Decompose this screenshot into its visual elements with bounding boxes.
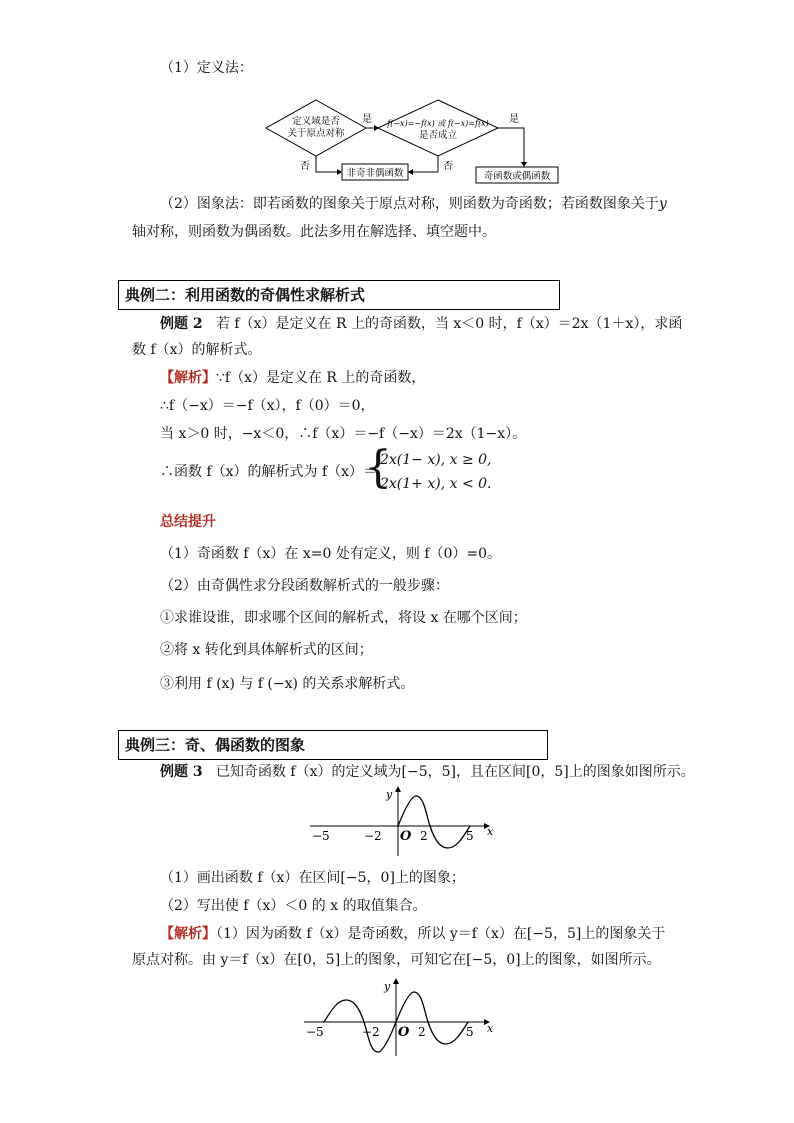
example3-label: 例题 3 bbox=[160, 764, 203, 780]
method2-line2: 轴对称，则函数为偶函数。此法多用在解选择、填空题中。 bbox=[132, 224, 496, 240]
solution3-line1-text: （1）因为函数 f（x）是奇函数，所以 y＝f（x）在[−5，5]上的图象关于 bbox=[216, 926, 666, 942]
flow-result-odd-even-text: 奇函数或偶函数 bbox=[483, 171, 551, 182]
graph1-tick-5: 5 bbox=[466, 829, 474, 843]
graph1-x-label: x bbox=[487, 825, 494, 838]
piecewise-case-2: 2x(1+ x), x < 0. bbox=[380, 476, 492, 492]
solution2-line4: ∴函数 f（x）的解析式为 f（x）＝ bbox=[160, 464, 378, 480]
graph2-origin: O bbox=[398, 1025, 410, 1040]
graph2-tick-5: 5 bbox=[466, 1025, 474, 1039]
example3-line bbox=[160, 762, 695, 782]
flow-node-condition-line1: f(−x)=−f(x) 或 f(−x)=f(x) bbox=[387, 119, 489, 128]
solution3-line2: 原点对称。由 y＝f（x）在[0，5]上的图象，可知它在[−5，0]上的图象，如图所示。 bbox=[132, 952, 661, 968]
solution2-tag: 【解析】 bbox=[160, 370, 216, 386]
example2-line1 bbox=[160, 314, 682, 334]
flow-node-domain-line1: 定义域是否 bbox=[292, 116, 340, 127]
graph1-origin: O bbox=[400, 829, 412, 844]
method2-y: y bbox=[658, 196, 667, 212]
graph2-curve-left bbox=[324, 1000, 396, 1052]
flow-node-condition bbox=[378, 100, 498, 156]
solution3-line1 bbox=[160, 924, 665, 944]
graph2-tick-neg5: −5 bbox=[306, 1025, 324, 1039]
parity-flowchart bbox=[262, 96, 574, 186]
solution2-line3: 当 x＞0 时，−x＜0，∴f（x）＝−f（−x）＝2x（1−x）。 bbox=[160, 426, 527, 442]
graph2-tick-neg2: −2 bbox=[362, 1025, 380, 1039]
graph2-x-label: x bbox=[487, 1022, 494, 1035]
graph1-tick-2: 2 bbox=[420, 829, 428, 843]
graph1-y-label: y bbox=[386, 788, 393, 801]
solution2-line1-text: ∵f（x）是定义在 R 上的奇函数， bbox=[216, 370, 426, 386]
flow-no-label-1: 否 bbox=[300, 161, 310, 172]
graph1-tick-neg2: −2 bbox=[364, 829, 382, 843]
question-2: （2）写出使 f（x）＜0 的 x 的取值集合。 bbox=[160, 898, 427, 914]
summary-title: 总结提升 bbox=[160, 514, 216, 530]
example2-text: 若 f（x）是定义在 R 上的奇函数，当 x＜0 时，f（x）＝2x（1＋x），求函 bbox=[215, 316, 683, 332]
summary-step-1: ①求谁设谁，即求哪个区间的解析式，将设 x 在哪个区间； bbox=[160, 610, 527, 626]
flow-node-domain-line2: 关于原点对称 bbox=[287, 128, 345, 139]
flow-result-neither-text: 非奇非偶函数 bbox=[346, 168, 404, 179]
flow-node-condition-line2: 是否成立 bbox=[418, 130, 458, 141]
example2-label: 例题 2 bbox=[160, 316, 203, 332]
piecewise-case-1: 2x(1− x), x ≥ 0, bbox=[380, 452, 492, 468]
solution3-tag: 【解析】 bbox=[160, 926, 216, 942]
method1-heading: （1）定义法： bbox=[160, 60, 253, 76]
method2-line1-text: （2）图象法：即若函数的图象关于原点对称，则函数为奇函数；若函数图象关于 bbox=[160, 196, 659, 212]
solution2-line2: ∴f（−x）＝−f（x），f（0）＝0， bbox=[160, 398, 375, 414]
summary-step-2: ②将 x 转化到具体解析式的区间； bbox=[160, 642, 373, 658]
section2-title: 典例二：利用函数的奇偶性求解析式 bbox=[118, 280, 560, 310]
flow-yes-label-2: 是 bbox=[509, 114, 519, 125]
summary-item-2: （2）由奇偶性求分段函数解析式的一般步骤： bbox=[160, 578, 449, 594]
question-1: （1）画出函数 f（x）在区间[−5，0]上的图象； bbox=[160, 870, 465, 886]
summary-step-3: ③利用 f (x) 与 f (−x) 的关系求解析式。 bbox=[160, 676, 415, 692]
flow-no-label-2: 否 bbox=[443, 161, 453, 172]
section3-title: 典例三：奇、偶函数的图象 bbox=[118, 730, 548, 760]
piecewise-brace: { bbox=[364, 442, 392, 493]
graph2-y-label: y bbox=[384, 980, 391, 993]
example2-line2: 数 f（x）的解析式。 bbox=[132, 342, 262, 358]
example3-text: 已知奇函数 f（x）的定义域为[−5，5]，且在区间[0，5]上的图象如图所示。 bbox=[215, 764, 695, 780]
solution2-line1 bbox=[160, 368, 425, 388]
graph-2 bbox=[300, 976, 496, 1058]
graph-1 bbox=[306, 784, 496, 858]
summary-item-1: （1）奇函数 f（x）在 x=0 处有定义，则 f（0）=0。 bbox=[160, 546, 502, 562]
method2-line1 bbox=[160, 194, 667, 214]
flow-yes-label-1: 是 bbox=[362, 114, 372, 125]
graph2-tick-2: 2 bbox=[418, 1025, 426, 1039]
graph1-tick-neg5: −5 bbox=[312, 829, 330, 843]
